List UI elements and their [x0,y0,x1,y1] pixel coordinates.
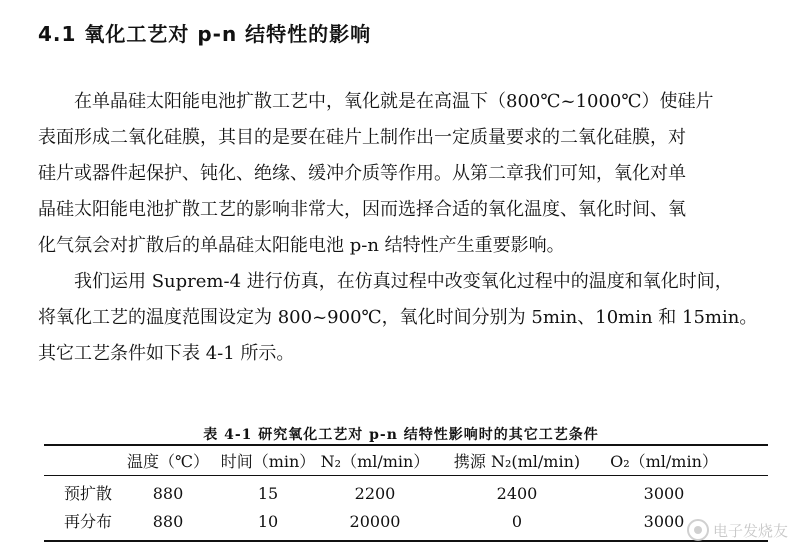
table-bottom-rule [44,540,768,542]
table-header-cell: 时间（min） [220,452,316,471]
section-heading: 4.1 氧化工艺对 p-n 结特性的影响 [38,22,372,46]
table-row-label: 预扩散 [63,484,113,503]
table-header-cell: N₂（ml/min） [320,452,430,471]
table-cell: 2200 [354,484,396,503]
watermark-logo-icon [687,519,709,541]
table-cell: 10 [257,512,279,531]
table-top-rule [44,444,768,446]
paragraph-line: 其它工艺条件如下表 4-1 所示。 [38,343,295,364]
table-cell: 3000 [643,512,685,531]
table-caption: 表 4-1 研究氧化工艺对 p-n 结特性影响时的其它工艺条件 [203,427,599,443]
table-cell: 15 [257,484,279,503]
paragraph-1 [38,84,766,264]
watermark [687,519,788,541]
paragraph-line: 化气氛会对扩散后的单晶硅太阳能电池 p-n 结特性产生重要影响。 [38,235,565,256]
table-cell: 3000 [643,484,685,503]
paragraph-line: 我们运用 Suprem-4 进行仿真，在仿真过程中改变氧化过程中的温度和氧化时间， [74,271,733,292]
paragraph-line: 晶硅太阳能电池扩散工艺的影响非常大，因而选择合适的氧化温度、氧化时间、氧 [38,199,686,220]
watermark-text: 电子发烧友 [712,521,788,540]
paragraph-line: 将氧化工艺的温度范围设定为 800~900℃，氧化时间分别为 5min、10min 和 15min。 [38,307,758,328]
table-header-cell: 携源 N₂(ml/min) [453,452,581,471]
paragraph-2 [38,264,766,372]
paragraph-line: 在单晶硅太阳能电池扩散工艺中，氧化就是在高温下（800℃~1000℃）使硅片 [74,91,714,112]
table-cell: 880 [152,512,184,531]
table-cell: 20000 [349,512,401,531]
paragraph-line: 表面形成二氧化硅膜，其目的是要在硅片上制作出一定质量要求的二氧化硅膜，对 [38,127,686,148]
table-cell: 2400 [496,484,538,503]
table-cell: 880 [152,484,184,503]
table-cell: 0 [511,512,523,531]
table-header-cell: 温度（℃） [127,452,209,471]
table-row-label: 再分布 [63,512,113,531]
table-header-cell: O₂（ml/min） [610,452,718,471]
paragraph-line: 硅片或器件起保护、钝化、绝缘、缓冲介质等作用。从第二章我们可知，氧化对单 [38,163,686,184]
